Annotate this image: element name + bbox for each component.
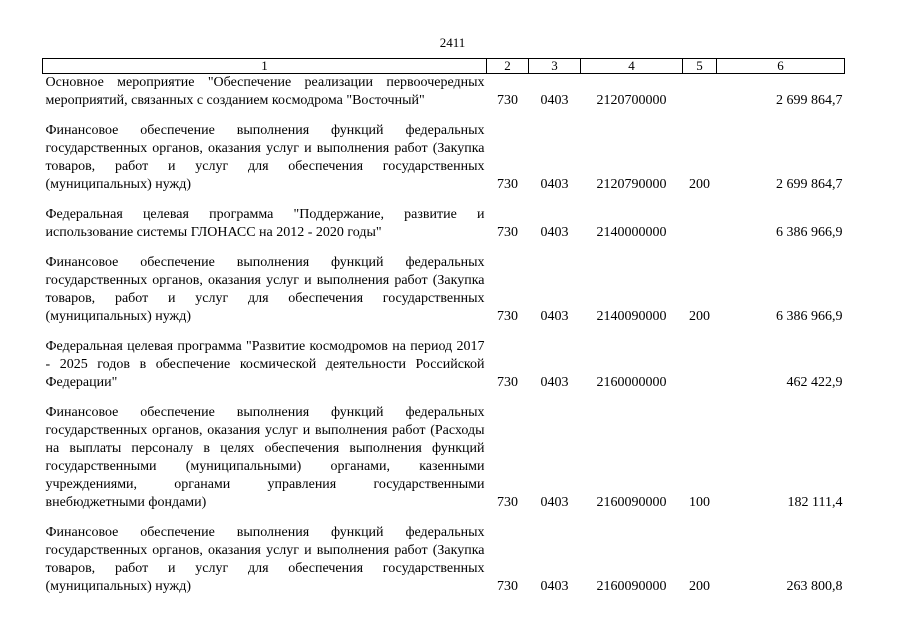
row-amount: 6 386 966,9 xyxy=(776,225,843,240)
row-col-3: 0403 xyxy=(540,375,569,390)
column-header-row xyxy=(43,59,845,74)
row-amount: 263 800,8 xyxy=(786,579,843,594)
row-amount: 462 422,9 xyxy=(786,375,843,390)
row-col-5 xyxy=(683,326,717,392)
table-row xyxy=(43,74,845,111)
table-row xyxy=(43,242,845,326)
row-description: Федеральная целевая программа "Развитие космодромов на период 2017 - 2025 годов в обеспечение космической деятельности Российской Федерации" xyxy=(45,339,485,390)
table-row xyxy=(43,392,845,512)
row-col-4: 2120790000 xyxy=(596,177,667,192)
row-amount: 2 699 864,7 xyxy=(776,93,843,108)
row-amount: 2 699 864,7 xyxy=(776,177,843,192)
row-col-4: 2160090000 xyxy=(596,495,667,510)
row-col-5 xyxy=(683,194,717,242)
row-amount: 182 111,4 xyxy=(787,495,843,510)
row-col-2: 730 xyxy=(497,225,518,240)
row-col-2: 730 xyxy=(497,177,518,192)
row-col-2: 730 xyxy=(497,495,518,510)
row-col-3: 0403 xyxy=(540,309,569,324)
column-header-3: 3 xyxy=(529,59,581,74)
row-col-4: 2120700000 xyxy=(596,93,667,108)
row-description: Финансовое обеспечение выполнения функций федеральных государственных органов, оказания услуг и выполнения работ (Закупка товаров, работ и услуг для обеспечения государственных (муниципальных) нужд) xyxy=(45,525,485,594)
table-row xyxy=(43,326,845,392)
column-header-1: 1 xyxy=(43,59,487,74)
row-col-3: 0403 xyxy=(540,225,569,240)
column-header-6: 6 xyxy=(717,59,845,74)
table-row xyxy=(43,512,845,596)
table-row xyxy=(43,110,845,194)
row-description: Финансовое обеспечение выполнения функций федеральных государственных органов, оказания услуг и выполнения работ (Закупка товаров, работ и услуг для обеспечения государственных (муниципальных) нужд) xyxy=(45,255,485,324)
row-description: Финансовое обеспечение выполнения функций федеральных государственных органов, оказания услуг и выполнения работ (Расходы на выплаты персоналу в целях обеспечения выполнения функций государственными (муниципальными) органами, казенными учреждениями, органами управления государственными внебюджетными фондами) xyxy=(45,405,485,510)
column-header-5: 5 xyxy=(683,59,717,74)
row-col-2: 730 xyxy=(497,93,518,108)
row-amount: 6 386 966,9 xyxy=(776,309,843,324)
row-col-4: 2140090000 xyxy=(596,309,667,324)
row-col-4: 2160000000 xyxy=(596,375,667,390)
budget-table xyxy=(42,58,845,596)
row-col-2: 730 xyxy=(497,375,518,390)
column-header-4: 4 xyxy=(581,59,683,74)
row-col-2: 730 xyxy=(497,579,518,594)
row-col-3: 0403 xyxy=(540,177,569,192)
row-col-5: 200 xyxy=(689,309,710,324)
row-col-5: 200 xyxy=(689,579,710,594)
row-description: Финансовое обеспечение выполнения функций федеральных государственных органов, оказания услуг и выполнения работ (Закупка товаров, работ и услуг для обеспечения государственных (муниципальных) нужд) xyxy=(45,123,485,192)
row-col-3: 0403 xyxy=(540,93,569,108)
row-col-3: 0403 xyxy=(540,579,569,594)
row-col-3: 0403 xyxy=(540,495,569,510)
row-col-4: 2140000000 xyxy=(596,225,667,240)
row-col-5: 200 xyxy=(689,177,710,192)
page-number: 2411 xyxy=(439,35,466,50)
table-row xyxy=(43,194,845,242)
row-description: Основное мероприятие "Обеспечение реализации первоочередных мероприятий, связанных с созданием космодрома "Восточный" xyxy=(45,75,485,108)
row-col-5: 100 xyxy=(689,495,710,510)
row-description: Федеральная целевая программа "Поддержание, развитие и использование системы ГЛОНАСС на 2012 - 2020 годы" xyxy=(45,207,485,240)
row-col-5 xyxy=(683,74,717,111)
row-col-2: 730 xyxy=(497,309,518,324)
row-col-4: 2160090000 xyxy=(596,579,667,594)
column-header-2: 2 xyxy=(487,59,529,74)
